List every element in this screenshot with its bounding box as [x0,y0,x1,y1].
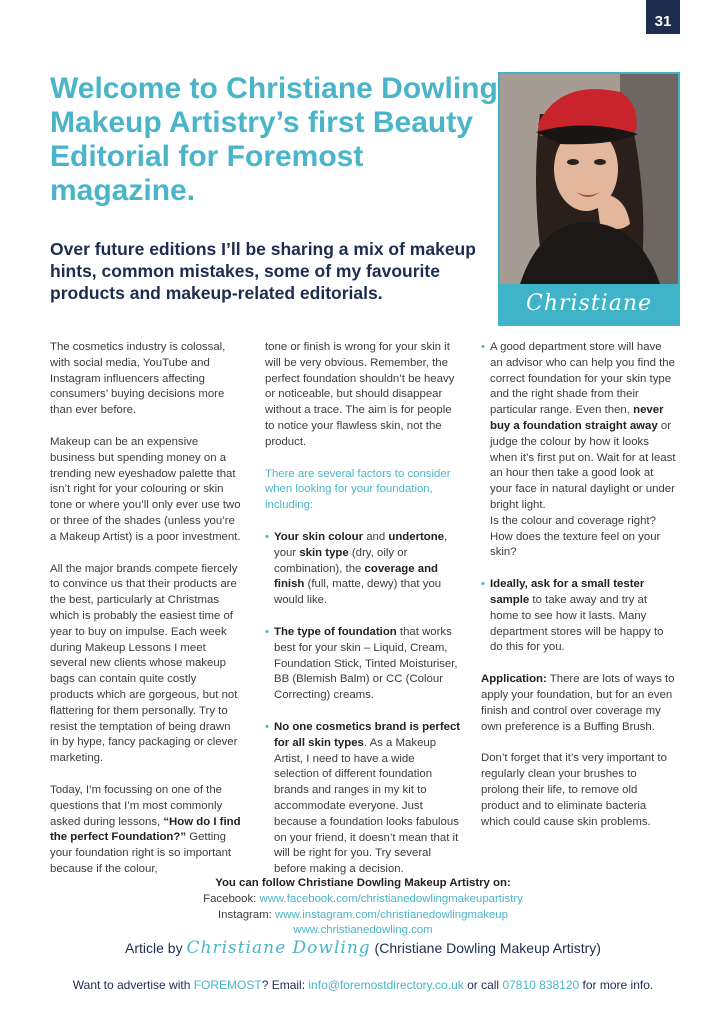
column-2 [265,340,461,894]
byline-suffix: (Christiane Dowling Makeup Artistry) [370,940,601,956]
text: Getting your foundation right is so important because if the colour, [50,831,232,875]
paragraph [50,783,242,878]
facebook-label: Facebook: [203,892,260,905]
column-1 [50,340,242,894]
bold-text: Ideally, ask for a small tester sample [490,578,645,606]
article-subtitle: Over future editions I’ll be sharing a mix of makeup hints, common mistakes, some of my favourite products and makeup-related editorials. [50,239,476,303]
text: and [363,530,389,543]
paragraph: The cosmetics industry is colossal, with social media, YouTube and Instagram influencers affecting consumers’ buying decisions more than ever before. [50,341,226,417]
bullet-item [265,530,461,609]
advert-line [0,978,726,992]
paragraph: Don’t forget that it’s very important to regularly clean your brushes to prolong their life, to remove old product and to eliminate bacteria which could cause skin problems. [481,752,667,828]
bullet-item [481,577,677,656]
brand-name: FOREMOST [193,978,262,992]
phone-link[interactable]: 07810 838120 [502,978,580,992]
facebook-link[interactable]: www.facebook.com/christianedowlingmakeupartistry [259,892,523,905]
bold-text: never buy a foundation straight away [490,404,664,432]
follow-heading: You can follow Christiane Dowling Makeup Artistry on: [215,877,511,889]
text: or call [463,978,503,992]
text: , your [274,530,448,559]
instagram-link[interactable]: www.instagram.com/christianedowlingmakeup [275,908,508,921]
bold-text: Your skin colour [274,530,364,543]
author-photo [498,72,680,326]
text: (dry, oily or combination), the [274,546,408,575]
bullet-dot: • [265,625,269,638]
bullet-item [481,340,677,561]
text: to take away and try at home to see how it lasts. Many department stores will be happy to do this for you. [490,593,664,654]
bullet-dot: • [265,720,269,733]
paragraph [481,672,677,735]
paragraph: Makeup can be an expensive business but spending money on a trending new eyeshadow palette that isn’t right for your colouring or skin tone or where you’ll only ever use two or three of the shades (unless you’re a Makeup Artist) is a poor investment. [50,435,241,543]
column-3 [481,340,677,846]
follow-section [0,876,726,939]
text: Want to advertise with [72,978,194,992]
factors-intro: There are several factors to consider when looking for your foundation, including: [265,467,451,512]
bold-text: coverage and finish [274,562,438,591]
text: Today, I’m focussing on one of the questions that I’m most commonly asked during lessons, [50,783,223,828]
website-link[interactable]: www.christianedowling.com [293,924,433,937]
bold-text: The type of foundation [274,625,397,638]
photo-signature: Christiane [525,291,653,316]
bold-text: No one cosmetics brand is perfect for all skin types [274,720,461,749]
bullet-item [265,625,461,704]
instagram-label: Instagram: [218,908,275,921]
bold-text: undertone [388,530,445,543]
portrait-image [500,74,678,284]
text: Is the colour and coverage right? How does the texture feel on your skin? [490,514,661,559]
page-number: 31 [646,0,680,34]
paragraph: tone or finish is wrong for your skin it will be very obvious. Remember, the perfect foundation shouldn’t be heavy or noticeable, but should disappear without a trace. The aim is for people to notice your flawless skin, not the product. [265,341,455,448]
email-link[interactable]: info@foremostdirectory.co.uk [308,978,464,992]
article-title: Welcome to Christiane Dowling Makeup Artistry’s first Beauty Editorial for Foremost magazine. [50,72,498,207]
bullet-item [265,720,461,878]
bold-text: “How do I find the perfect Foundation?” [50,815,241,844]
text: that works best for your skin – Liquid, Cream, Foundation Stick, Tinted Moisturiser, BB (Blemish Balm) or CC (Colour Correcting) creams. [274,625,458,702]
text: . As a Makeup Artist, I need to have a wide selection of different foundation brands and ranges in my kit to accommodate everyone. Just because a foundation looks fabulous on your friend, it doesn’t mean that it will be right for you. Try several before making a decision. [274,736,459,876]
instagram-line [0,908,726,924]
text: There are lots of ways to apply your foundation, but for an even finish and control over coverage my own preference is a Buffing Brush. [481,673,675,733]
byline [0,938,726,958]
bullet-dot: • [481,578,485,591]
text: A good department store will have an advisor who can help you find the correct foundation for your skin type and the right shade from their particular range. Even then, [490,341,675,417]
paragraph: All the major brands compete fiercely to convince us that their products are the best, particularly at Christmas which is probably the easiest time of year to buy on impulse. Each week during Makeup Lessons I meet several new clients whose makeup bags can contain quite costly products which are gorgeous, but not flattering for them personally. Try to resist the temptation of being drawn in by hype, fancy packaging or clever marketing. [50,562,238,765]
text: for more info. [579,978,654,992]
text: (full, matte, dewy) that you would like. [274,578,442,607]
text: or judge the colour by how it looks when it’s first put on. Wait for at least an hour then take a good look at your face in natural daylight or under bright light. [490,419,676,511]
byline-prefix: Article by [125,940,187,956]
facebook-line [0,892,726,908]
bold-text: skin type [299,546,349,559]
bullet-dot: • [481,341,485,353]
bold-text: Application: [481,673,547,686]
text: ? Email: [261,978,309,992]
author-name: Christiane Dowling [186,938,371,958]
bullet-dot: • [265,530,269,543]
